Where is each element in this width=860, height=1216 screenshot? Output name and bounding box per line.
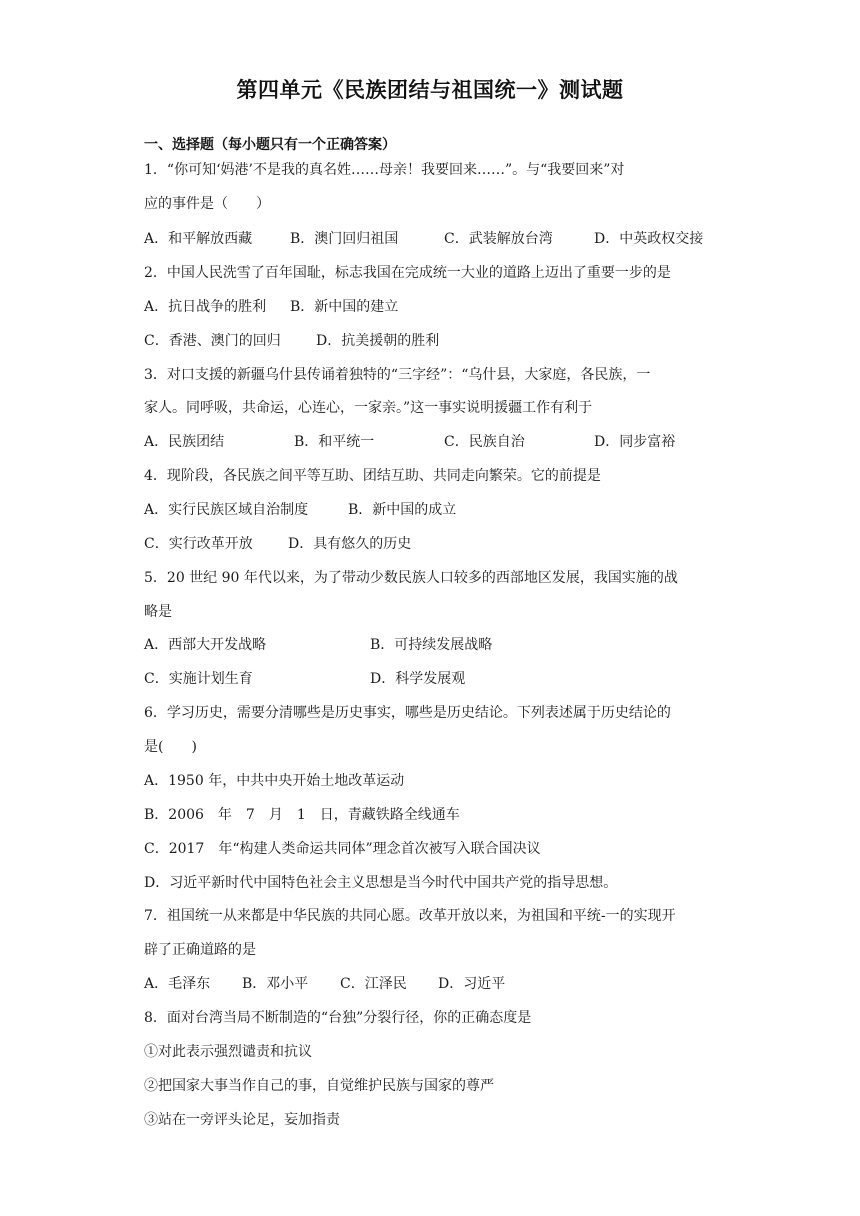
- question-6-text: 6．学习历史，需要分清哪些是历史事实，哪些是历史结论。下列表述属于历史结论的: [144, 705, 671, 721]
- question-6-text-cont: 是( ): [144, 739, 197, 755]
- question-3-text-cont: 家人。同呼吸，共命运，心连心，一家亲。”这一事实说明援疆工作有利于: [144, 400, 593, 416]
- question-4-option-b: B．新中国的成立: [348, 502, 457, 518]
- question-1-text-cont: 应的事件是（ ）: [144, 196, 270, 212]
- question-1-option-a: A．和平解放西藏: [144, 231, 253, 247]
- question-1-option-d: D．中英政权交接: [594, 231, 704, 247]
- question-7-option-c: C．江泽民: [340, 976, 407, 992]
- question-5-text: 5．20 世纪 90 年代以来，为了带动少数民族人口较多的西部地区发展，我国实施的战: [144, 570, 678, 586]
- question-2-option-a: A．抗日战争的胜利: [144, 299, 267, 315]
- question-8-statement-1: ①对此表示强烈谴责和抗议: [144, 1044, 312, 1060]
- question-6-option-b: B．2006 年 7 月 1 日，青藏铁路全线通车: [144, 807, 460, 823]
- question-5-option-a: A．西部大开发战略: [144, 637, 267, 653]
- question-2-option-c: C．香港、澳门的回归: [144, 333, 281, 349]
- question-1-option-c: C．武装解放台湾: [444, 231, 553, 247]
- question-8-statement-3: ③站在一旁评头论足，妄加指责: [144, 1112, 340, 1128]
- section-heading: 一、选择题（每小题只有一个正确答案）: [144, 137, 396, 153]
- question-7-option-a: A．毛泽东: [144, 976, 211, 992]
- question-3-option-d: D．同步富裕: [594, 434, 676, 450]
- page-title: 第四单元《民族团结与祖国统一》测试题: [236, 78, 624, 102]
- question-3-option-a: A．民族团结: [144, 434, 225, 450]
- question-6-option-c: C．2017 年“构建人类命运共同体”理念首次被写入联合国决议: [144, 841, 541, 857]
- question-7-option-b: B．邓小平: [242, 976, 309, 992]
- question-5-option-b: B．可持续发展战略: [370, 637, 493, 653]
- question-7-text-cont: 辟了正确道路的是: [144, 942, 256, 958]
- question-5-text-cont: 略是: [144, 604, 172, 620]
- question-2-text: 2．中国人民洗雪了百年国耻，标志我国在完成统一大业的道路上迈出了重要一步的是: [144, 265, 671, 281]
- question-1-text: 1．“你可知‘妈港’不是我的真名姓……母亲！我要回来……”。与“我要回来”对: [144, 162, 625, 178]
- question-7-text: 7．祖国统一从来都是中华民族的共同心愿。改革开放以来，为祖国和平统-一的实现开: [144, 908, 676, 924]
- question-4-option-a: A．实行民族区域自治制度: [144, 502, 309, 518]
- question-3-option-b: B．和平统一: [294, 434, 375, 450]
- question-8-text: 8．面对台湾当局不断制造的“台独”分裂行径，你的正确态度是: [144, 1010, 532, 1026]
- question-7-option-d: D．习近平: [438, 976, 506, 992]
- question-5-option-c: C．实施计划生育: [144, 671, 253, 687]
- question-4-option-c: C．实行改革开放: [144, 536, 253, 552]
- question-3-text: 3．对口支援的新疆乌什县传诵着独特的“三字经”：“乌什县，大家庭，各民族，一: [144, 367, 651, 383]
- question-6-option-a: A．1950 年，中共中央开始土地改革运动: [144, 773, 405, 789]
- question-8-statement-2: ②把国家大事当作自己的事，自觉维护民族与国家的尊严: [144, 1078, 494, 1094]
- question-1-option-b: B．澳门回归祖国: [290, 231, 399, 247]
- question-5-option-d: D．科学发展观: [370, 671, 466, 687]
- question-3-option-c: C．民族自治: [444, 434, 525, 450]
- question-4-option-d: D．具有悠久的历史: [288, 536, 412, 552]
- question-2-option-b: B．新中国的建立: [290, 299, 399, 315]
- question-2-option-d: D．抗美援朝的胜利: [316, 333, 440, 349]
- question-6-option-d: D．习近平新时代中国特色社会主义思想是当今时代中国共产党的指导思想。: [144, 875, 618, 891]
- question-4-text: 4．现阶段，各民族之间平等互助、团结互助、共同走向繁荣。它的前提是: [144, 468, 601, 484]
